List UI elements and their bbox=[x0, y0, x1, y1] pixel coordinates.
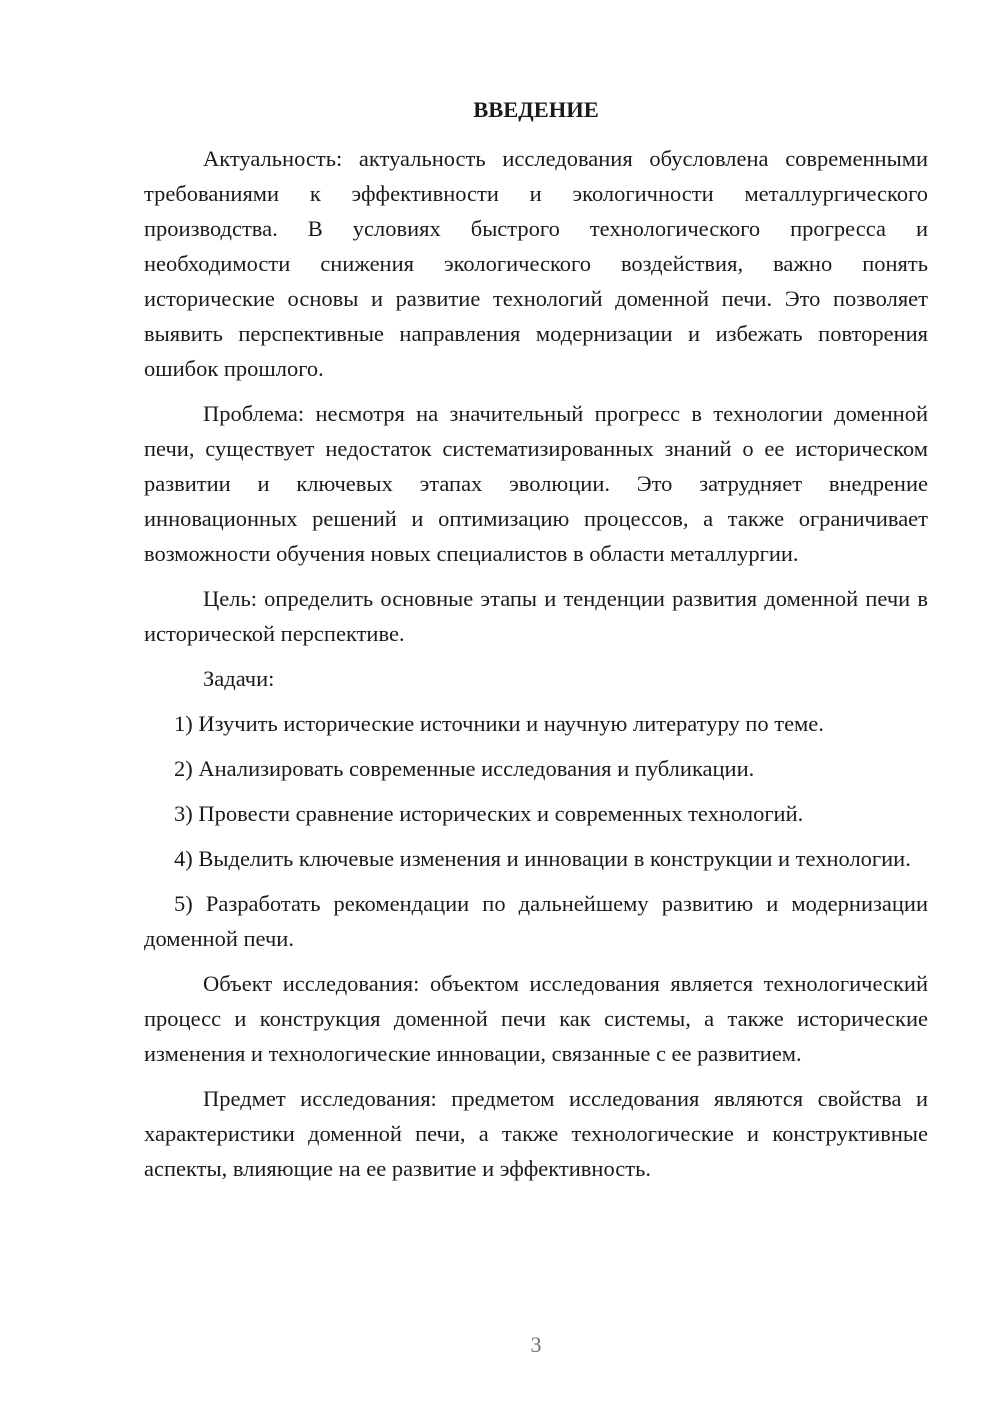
task-item-1: 1) Изучить исторические источники и научную литературу по теме. bbox=[174, 711, 824, 736]
page-title: ВВЕДЕНИЕ bbox=[473, 97, 599, 122]
task-item-4: 4) Выделить ключевые изменения и инновации в конструкции и технологии. bbox=[174, 846, 911, 871]
task-item-2: 2) Анализировать современные исследования и публикации. bbox=[174, 756, 755, 781]
task-item-3: 3) Провести сравнение исторических и современных технологий. bbox=[174, 801, 804, 826]
document-page bbox=[144, 92, 928, 1196]
goal-paragraph: Цель: определить основные этапы и тенденции развития доменной печи в исторической перспективе. bbox=[144, 586, 928, 646]
problem-paragraph: Проблема: несмотря на значительный прогресс в технологии доменной печи, существует недостаток систематизированных знаний о ее историческом развитии и ключевых этапах эволюции. Это затрудняет внедрение инновационных решений и оптимизацию процессов, а также ограничивает возможности обучения новых специалистов в области металлургии. bbox=[144, 401, 928, 566]
page-number: 3 bbox=[530, 1332, 542, 1357]
task-item-5: 5) Разработать рекомендации по дальнейшему развитию и модернизации доменной печи. bbox=[144, 891, 928, 951]
subject-paragraph: Предмет исследования: предметом исследования являются свойства и характеристики доменной печи, а также технологические и конструктивные аспекты, влияющие на ее развитие и эффективность. bbox=[144, 1086, 928, 1181]
relevance-paragraph: Актуальность: актуальность исследования обусловлена современными требованиями к эффективности и экологичности металлургического производства. В условиях быстрого технологического прогресса и необходимости снижения экологического воздействия, важно понять исторические основы и развитие технологий доменной печи. Это позволяет выявить перспективные направления модернизации и избежать повторения ошибок прошлого. bbox=[144, 146, 928, 381]
tasks-heading: Задачи: bbox=[203, 666, 275, 691]
object-paragraph: Объект исследования: объектом исследования является технологический процесс и конструкция доменной печи как системы, а также исторические изменения и технологические инновации, связанные с ее развитием. bbox=[144, 971, 928, 1066]
